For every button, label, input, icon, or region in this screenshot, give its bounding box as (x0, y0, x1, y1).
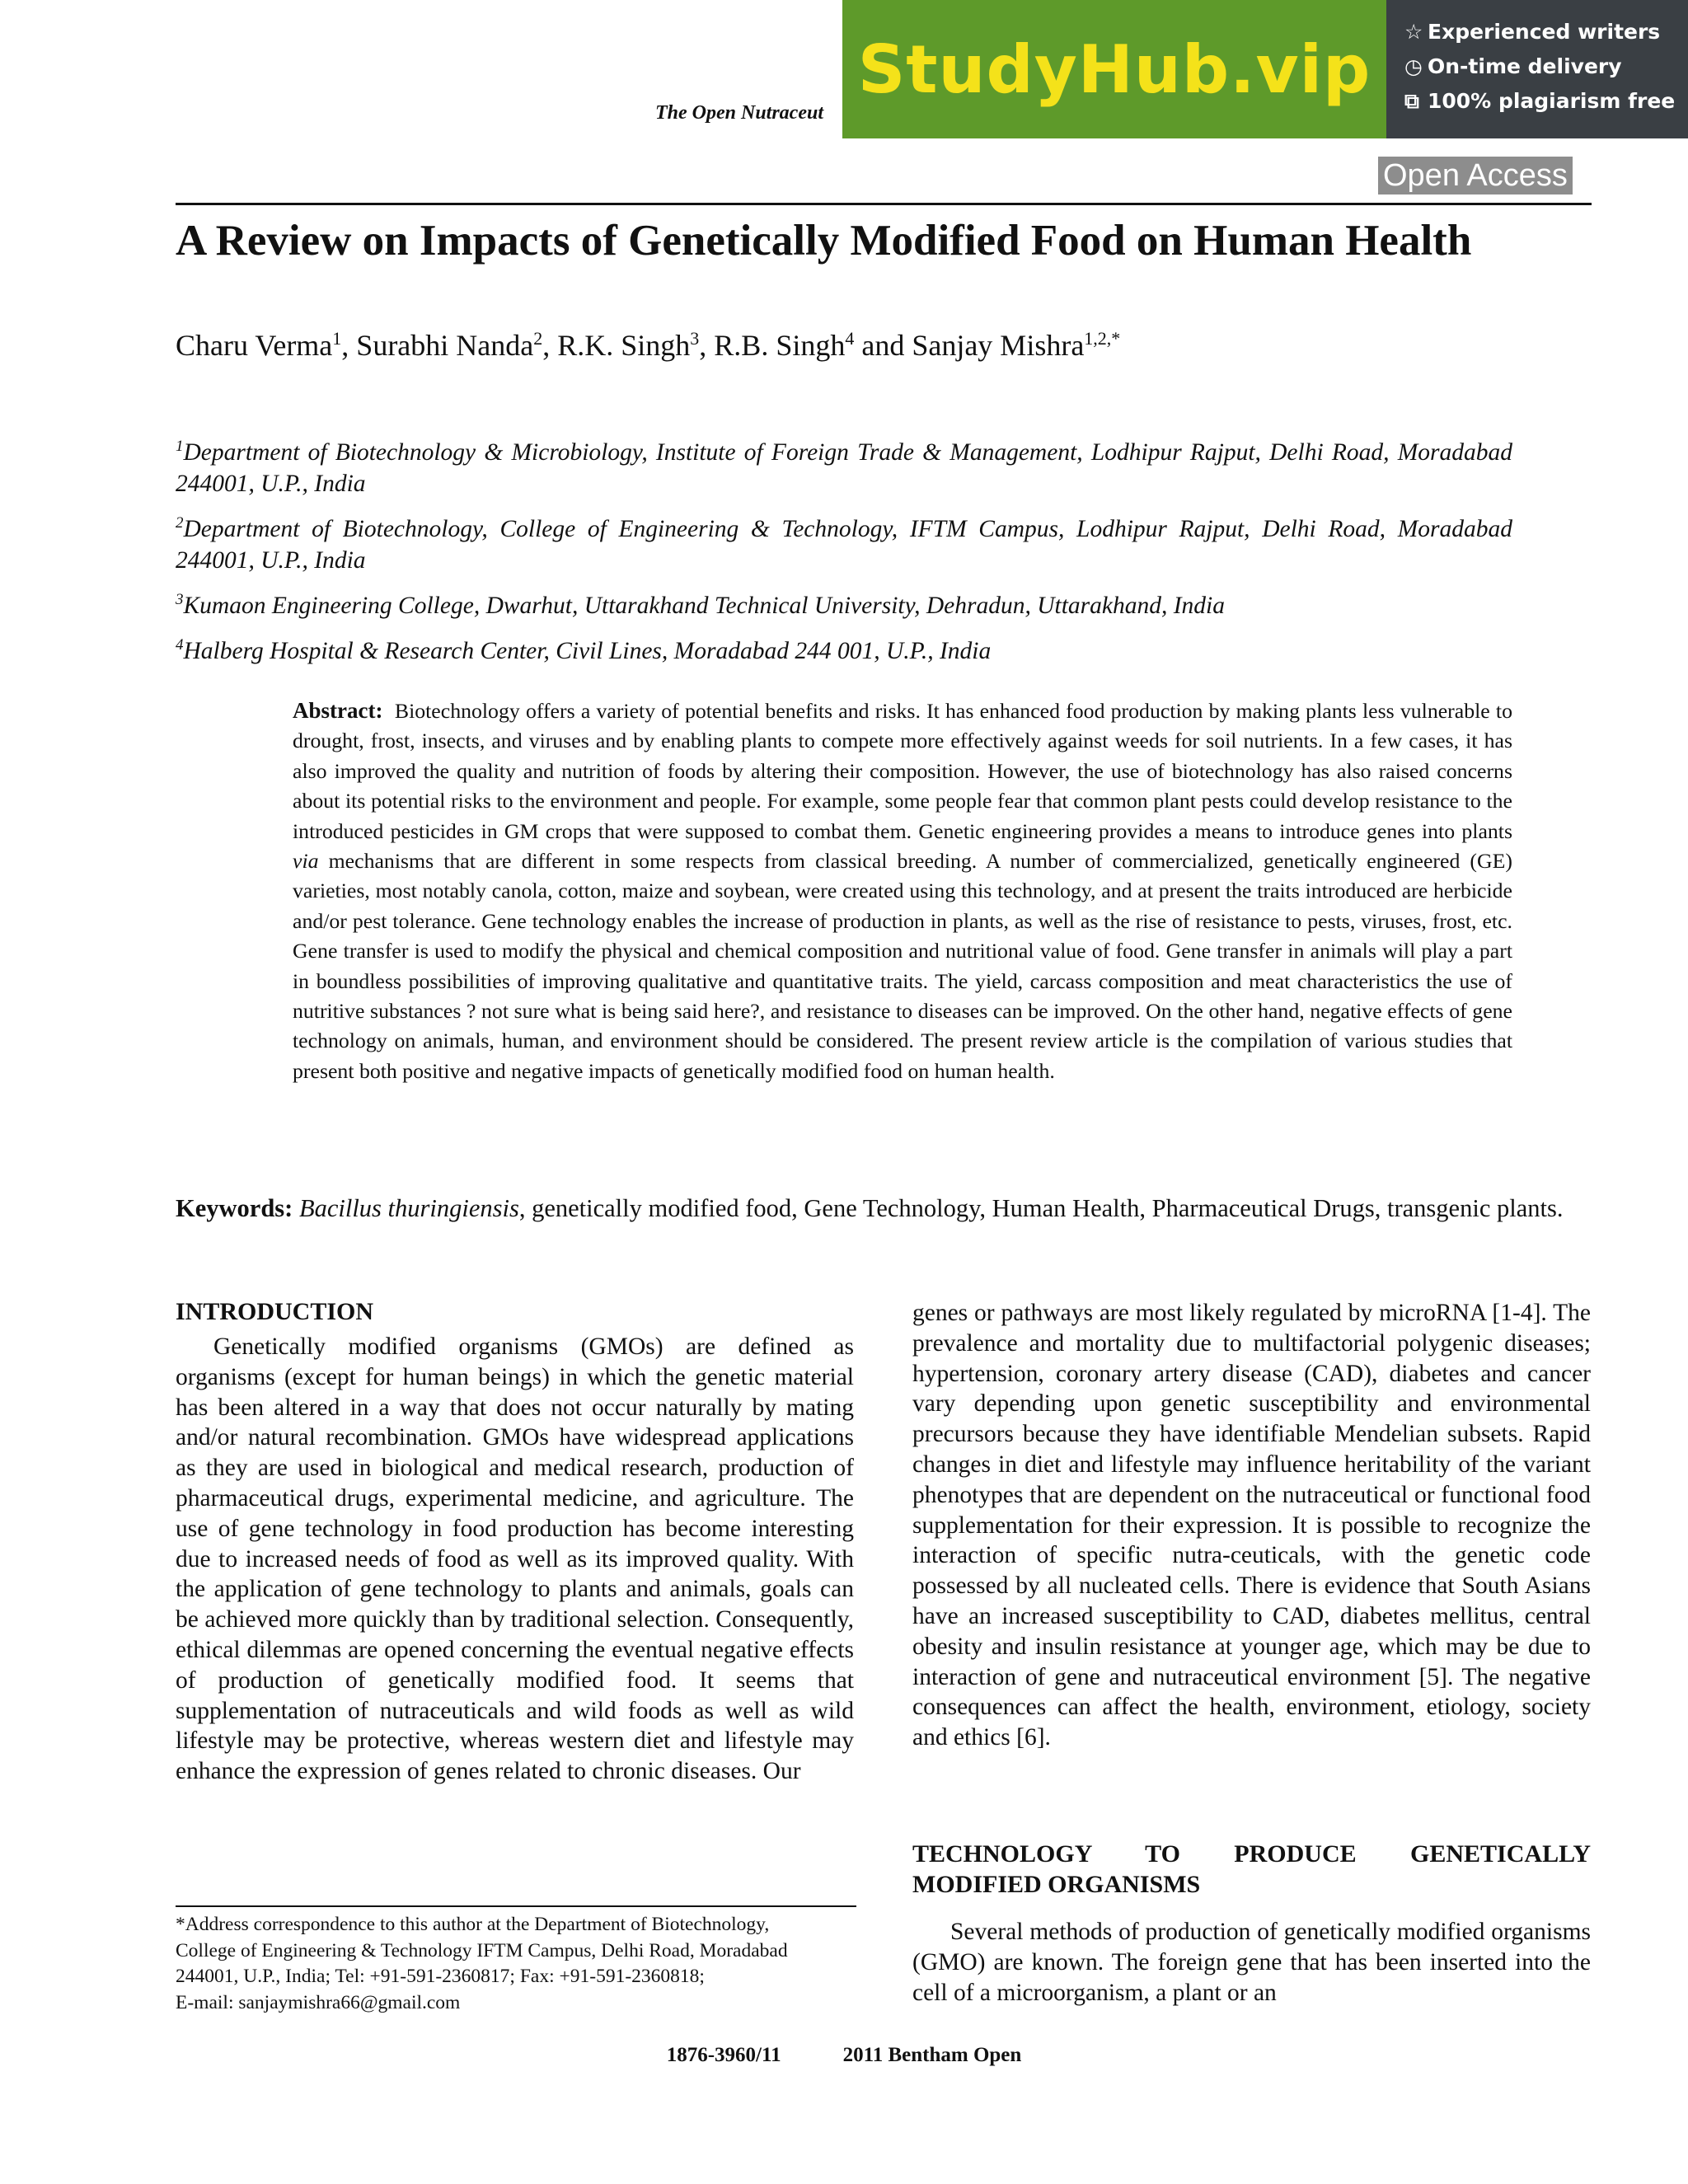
introduction-text (176, 1332, 854, 1787)
author-affil-mark: 3 (690, 328, 700, 349)
paragraph: genes or pathways are most likely regulated by microRNA [1-4]. The prevalence and mortality due to multifactorial polygenic diseases; hypertension, coronary artery disease (CAD), diabetes and cancer vary depending upon genetic susceptibility and environmental precursors because they have identifiable Mendelian subsets. Rapid changes in diet and lifestyle may influence heritability of the variant phenotypes that are dependent on the nutraceutical or functional food supplementation for their expression. It is possible to recognize the interaction of specific nutra-ceuticals, with the genetic code possessed by all nucleated cells. There is evidence that South Asians have an increased susceptibility to CAD, diabetes mellitus, central obesity and insulin resistance at younger age, which may be due to interaction of gene and nutraceutical environment [5]. The negative consequences can affect the health, environment, etiology, society and ethics [6]. (912, 1300, 1591, 1751)
affiliation (176, 630, 1512, 667)
affiliation-number: 4 (176, 636, 184, 654)
footnote-line: College of Engineering & Technology IFTM Campus, Delhi Road, Moradabad (176, 1939, 788, 1961)
footer-issn: 1876-3960/11 (666, 2044, 781, 2066)
author-list (176, 328, 1120, 363)
author-separator: , (341, 329, 357, 362)
studyhub-logo-text: StudyHub.vip (857, 30, 1372, 108)
author-name: R.B. Singh (714, 329, 846, 362)
author-affil-mark: 4 (845, 328, 855, 349)
author-affil-mark: 1 (332, 328, 342, 349)
affiliation-text: Department of Biotechnology & Microbiology, Institute of Foreign Trade & Management, Lodhipur Rajput, Delhi Road, Moradabad 244001, U.P., India (176, 438, 1512, 497)
copy-icon: ⧉ (1404, 89, 1419, 113)
author-separator: , (699, 329, 715, 362)
author-name: Charu Verma (176, 329, 333, 362)
header-rule (176, 203, 1592, 205)
author-separator: , (542, 329, 558, 362)
footnote-line: 244001, U.P., India; Tel: +91-591-2360817; Fax: +91-591-2360818; (176, 1966, 705, 1987)
section-heading-introduction: INTRODUCTION (176, 1298, 374, 1325)
affiliation-text: Department of Biotechnology, College of Engineering & Technology, IFTM Campus, Lodhipur Rajput, Delhi Road, Moradabad 244001, U.P., India (176, 515, 1512, 574)
abstract (293, 696, 1512, 1086)
keywords-label: Keywords: (176, 1194, 293, 1222)
keywords (176, 1193, 1592, 1224)
section-heading-technology (912, 1839, 1591, 1900)
author-name: Sanjay Mishra (912, 329, 1085, 362)
affiliation-number: 3 (176, 591, 184, 608)
affiliation (176, 584, 1512, 621)
affiliation-text: Halberg Hospital & Research Center, Civil Lines, Moradabad 244 001, U.P., India (183, 637, 992, 664)
studyhub-ad-banner[interactable] (842, 0, 1688, 138)
footnote-email[interactable]: E-mail: sanjaymishra66@gmail.com (176, 1991, 461, 2013)
abstract-label: Abstract: (293, 698, 383, 723)
technology-text (912, 1917, 1591, 2008)
author-name: R.K. Singh (557, 329, 691, 362)
paragraph: Genetically modified organisms (GMOs) are defined as organisms (except for human beings) in which the genetic material has been altered in a way that does not occur naturally by mating and/or natural recombination. GMOs have widespread applications as they are used in biological and medical research, production of pharmaceutical drugs, experimental medicine, and agriculture. The use of gene technology in food production has become interesting due to increased needs of food as well as its improved quality. With the application of gene technology to plants and animals, goals can be achieved more quickly than by traditional selection. Consequently, ethical dilemmas are opened concerning the eventual negative effects of production of genetically modified food. It seems that supplementation of nutraceuticals and wild foods as well as wild lifestyle may be protective, whereas western diet and lifestyle may enhance the expression of genes related to chronic diseases. Our (176, 1333, 854, 1785)
abstract-text: mechanisms that are different in some respects from classical breeding. A number of commercialized, genetically engineered (GE) varieties, most notably canola, cotton, maize and soybean, were created using this technology, and at present the traits introduced are herbicide and/or pest tolerance. Gene technology enables the increase of production in plants, as well as the rise of resistance to pests, viruses, frost, etc. Gene transfer is used to modify the physical and chemical composition and nutritional value of food. Gene transfer in animals will play a part in boundless possibilities of improving qualitative and quantitative traits. The yield, carcass composition and meat characteristics the use of nutritive substances ? not sure what is being said here?, and resistance to diseases can be improved. On the other hand, negative effects of gene technology on animals, human, and environment should be considered. The present review article is the compilation of various studies that present both positive and negative impacts of genetically modified food on human health. (293, 849, 1512, 1083)
paragraph: Several methods of production of genetically modified organisms (GMO) are known. The foreign gene that has been inserted into the cell of a microorganism, a plant or an (912, 1919, 1591, 2006)
affiliation-text: Kumaon Engineering College, Dwarhut, Uttarakhand Technical University, Dehradun, Uttarakhand, India (183, 592, 1226, 619)
page-footer (0, 2044, 1688, 2067)
author-separator: and (854, 329, 912, 362)
banner-feature (1404, 54, 1688, 89)
feature-label: 100% plagiarism free (1428, 89, 1676, 113)
banner-feature (1404, 20, 1688, 54)
keywords-text: , genetically modified food, Gene Technology, Human Health, Pharmaceutical Drugs, transgenic plants. (518, 1194, 1564, 1222)
affiliation (176, 431, 1512, 499)
author-affil-mark: 1,2,* (1084, 328, 1121, 349)
keyword-species: Bacillus thuringiensis (298, 1194, 519, 1222)
affiliation (176, 508, 1512, 576)
affiliation-number: 1 (176, 438, 184, 455)
banner-features (1386, 0, 1688, 138)
abstract-italic-via: via (293, 849, 319, 874)
affiliation-number: 2 (176, 514, 184, 532)
right-column-text (912, 1298, 1591, 1753)
footnote-rule (176, 1905, 856, 1907)
author-name: Surabhi Nanda (356, 329, 534, 362)
author-affil-mark: 2 (533, 328, 543, 349)
abstract-text: Biotechnology offers a variety of potential benefits and risks. It has enhanced food production by making plants less vulnerable to drought, frost, insects, and viruses and by enabling plants to compete more effectively against weeds for soil nutrients. In a few cases, it has also improved the quality and nutrition of foods by altering their composition. However, the use of biotechnology has also raised concerns about its potential risks to the environment and people. For example, some people fear that common plant pests could develop resistance to the introduced pesticides in GM crops that were supposed to combat them. Genetic engineering provides a means to introduce genes into plants (293, 699, 1512, 843)
clock-icon: ◷ (1404, 54, 1423, 78)
correspondence-footnote (176, 1912, 856, 2016)
feature-label: On-time delivery (1428, 54, 1622, 78)
studyhub-logo[interactable] (842, 0, 1386, 138)
paper-title: A Review on Impacts of Genetically Modified Food on Human Health (176, 217, 1472, 265)
journal-name: The Open Nutraceut (655, 102, 823, 124)
star-icon: ☆ (1404, 20, 1423, 44)
footer-publisher: 2011 Bentham Open (842, 2044, 1022, 2066)
footnote-line: *Address correspondence to this author at the Department of Biotechnology, (176, 1914, 770, 1935)
open-access-badge: Open Access (1378, 157, 1573, 194)
banner-feature (1404, 89, 1688, 124)
heading-line: TECHNOLOGY TO PRODUCE GENETICALLY (912, 1840, 1591, 1868)
feature-label: Experienced writers (1428, 20, 1661, 44)
heading-line: MODIFIED ORGANISMS (912, 1871, 1201, 1898)
